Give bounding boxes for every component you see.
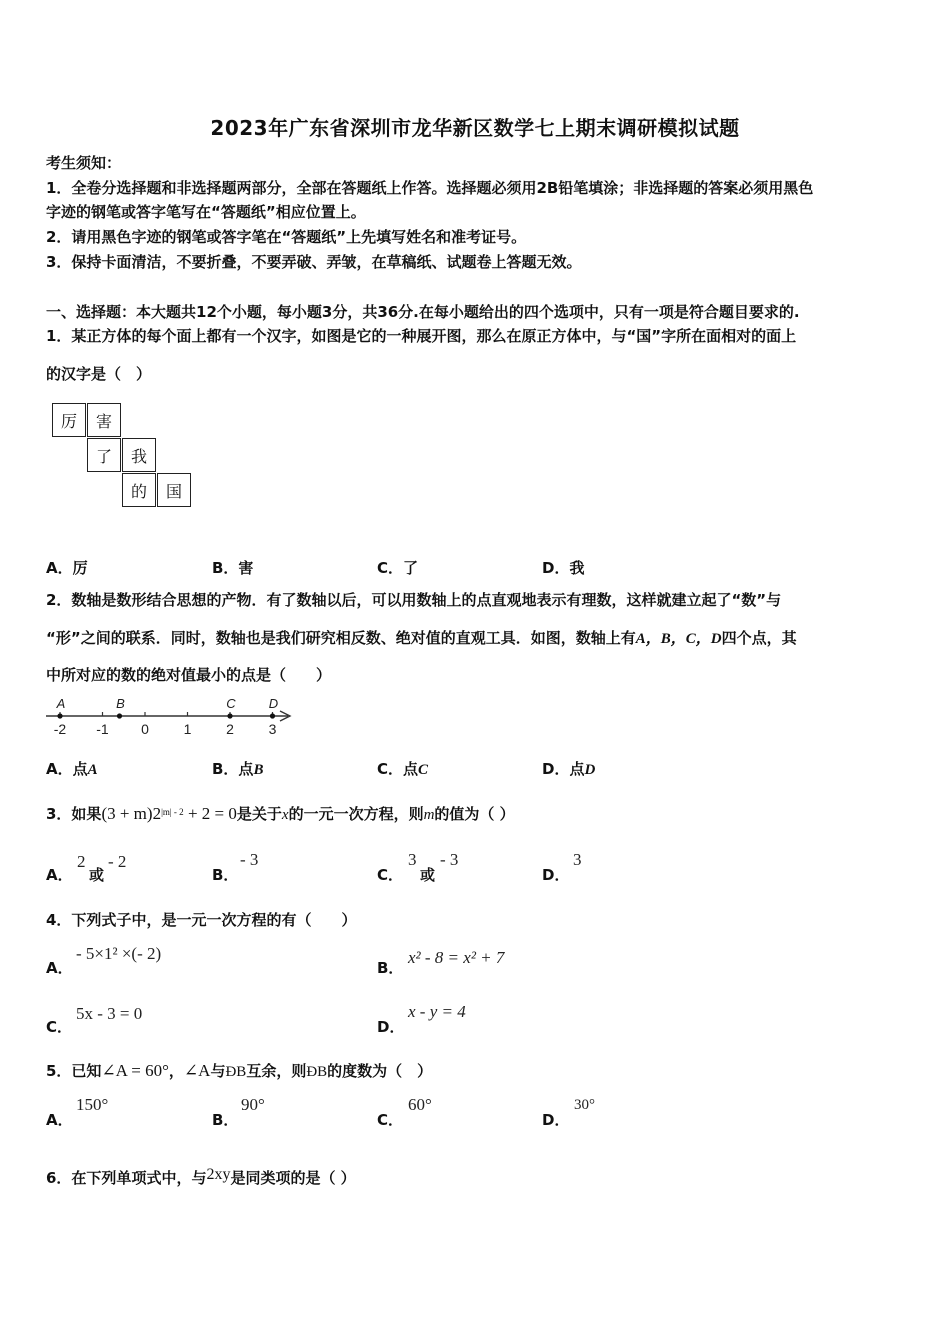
q3-mid2: 的一元一次方程，则 (288, 805, 424, 823)
q2-line2-points: A，B，C，D (635, 631, 722, 647)
net-cell-6: 国 (157, 473, 191, 507)
q2-line2-text: “形”之间的联系．同时，数轴也是我们研究相反数、绝对值的直观工具．如图，数轴上有 (46, 629, 636, 647)
q2-option-d-prefix: D．点 (542, 760, 585, 778)
net-cell-2: 害 (87, 403, 121, 437)
q2-option-b-prefix: B．点 (212, 760, 254, 778)
q4-option-c-label: C． (46, 1018, 73, 1036)
net-cell-1: 厉 (52, 403, 86, 437)
q5-angle-a: ∠A (183, 1061, 211, 1080)
q3-option-a-v1: 2 (77, 852, 86, 871)
q4-option-a-label: A． (46, 959, 73, 977)
notice-item-3: 3．保持卡面清洁，不要折叠，不要弄破、弄皱，在草稿纸、试题卷上答题无效。 (46, 253, 582, 271)
q2-option-b-var: B (253, 762, 264, 778)
q5-option-a-value: 150° (76, 1095, 109, 1114)
number-line-point (270, 713, 275, 718)
q4-stem: 4．下列式子中，是一元一次方程的有（ ） (46, 911, 357, 929)
net-cell-5: 的 (122, 473, 156, 507)
q1-stem-line2: 的汉字是（ ） (46, 365, 152, 383)
q5-prefix: 5．已知 (46, 1062, 102, 1080)
q6-term: 2xy (206, 1166, 231, 1183)
q3-option-d-value: 3 (573, 850, 582, 869)
q2-line2-end: 四个点，其 (721, 629, 797, 647)
q5-option-b-value: 90° (241, 1095, 265, 1114)
q4-option-c-expr: 5x - 3 = 0 (76, 1004, 143, 1023)
number-line-figure (40, 692, 300, 742)
q2-option-c-prefix: C．点 (377, 760, 419, 778)
q5-option-d-label: D． (542, 1111, 570, 1129)
q1-option-a: A．厉 (46, 559, 88, 577)
q1-option-b: B．害 (212, 559, 254, 577)
q6-prefix: 6．在下列单项式中，与 (46, 1169, 207, 1187)
q3-stem (46, 804, 515, 825)
net-cell-3: 了 (87, 438, 121, 472)
q2-stem-line2 (46, 628, 797, 649)
q2-stem-line1: 2．数轴是数形结合思想的产物．有了数轴以后，可以用数轴上的点直观地表示有理数，这样就建立起了“数”与 (46, 591, 782, 609)
section-heading: 一、选择题：本大题共12个小题，每小题3分，共36分.在每小题给出的四个选项中，只有一项是符合题目要求的. (46, 303, 800, 321)
q2-option-d (542, 758, 595, 779)
notice-item-2: 2．请用黑色字迹的钢笔或答字笔在“答题纸”上先填写姓名和准考证号。 (46, 228, 527, 246)
q2-option-d-var: D (584, 762, 596, 778)
q4-option-b-expr: x² - 8 = x² + 7 (408, 948, 505, 967)
q5-angle-b: ÐB (225, 1064, 247, 1080)
number-line-point-label: C (226, 696, 236, 711)
notice-item-1a: 1．全卷分选择题和非选择题两部分，全部在答题纸上作答。选择题必须用2B铅笔填涂；非选择题的答案必须用黑色 (46, 179, 814, 197)
page-title: 2023年广东省深圳市龙华新区数学七上期末调研模拟试题 (210, 116, 740, 140)
q5-separator: ， (168, 1062, 184, 1080)
q2-option-a-var: A (87, 762, 98, 778)
q3-option-d-label: D． (542, 866, 570, 884)
q3-equation-exponent: |m| - 2 (161, 807, 184, 817)
q4-option-b-label: B． (377, 959, 404, 977)
q5-option-c-label: C． (377, 1111, 404, 1129)
q3-equation-main: (3 + m)2 (101, 804, 162, 823)
number-line-tick-label: 0 (141, 721, 149, 737)
notice-heading: 考生须知： (46, 154, 122, 172)
q1-stem-line1: 1．某正方体的每个面上都有一个汉字，如图是它的一种展开图，那么在原正方体中，与“国”字所在面相对的面上 (46, 327, 797, 345)
q5-angle-b-2: ÐB (306, 1064, 328, 1080)
number-line-tick-label: 3 (268, 721, 277, 737)
q4-option-a-expr: - 5×1² ×(- 2) (76, 944, 162, 963)
number-line-tick-label: 1 (183, 721, 192, 737)
q2-option-a-prefix: A．点 (46, 760, 88, 778)
q5-stem (46, 1061, 432, 1082)
q3-option-b-label: B． (212, 866, 239, 884)
q3-option-a-label: A． (46, 866, 73, 884)
q3-option-c-label: C． (377, 866, 404, 884)
q2-option-c (377, 758, 428, 779)
q3-prefix: 3．如果 (46, 805, 102, 823)
number-line-point-label: B (116, 696, 125, 711)
q1-option-d: D．我 (542, 559, 585, 577)
number-line-point (57, 713, 62, 718)
q5-option-a-label: A． (46, 1111, 73, 1129)
q3-mid: 是关于 (236, 805, 282, 823)
number-line-tick-label: -2 (53, 721, 67, 737)
q4-option-d-label: D． (377, 1018, 405, 1036)
q3-end: 的值为（ ） (434, 805, 515, 823)
net-cell-4: 我 (122, 438, 156, 472)
q3-equation-tail: + 2 = 0 (187, 804, 237, 823)
q3-option-a-v2: - 2 (108, 852, 127, 871)
q6-stem (46, 1168, 356, 1189)
q3-option-c-v1: 3 (408, 850, 417, 869)
q3-var-x: x (281, 807, 289, 823)
q5-option-c-value: 60° (408, 1095, 432, 1114)
number-line-point (227, 713, 232, 718)
q2-option-a (46, 758, 98, 779)
q5-mid: 与 (210, 1062, 226, 1080)
number-line-tick-label: 2 (226, 721, 234, 737)
number-line-point-label: A (56, 696, 66, 711)
q3-var-m: m (423, 807, 435, 823)
q5-mid2: 互余，则 (246, 1062, 307, 1080)
notice-item-1b: 字迹的钢笔或答字笔写在“答题纸”相应位置上。 (46, 203, 366, 221)
q3-option-a-or: 或 (89, 866, 105, 884)
q3-option-c-or: 或 (420, 866, 436, 884)
q4-option-d-expr: x - y = 4 (408, 1002, 466, 1021)
q6-end: 是同类项的是（ ） (230, 1169, 356, 1187)
q2-option-b (212, 758, 263, 779)
number-line-point (117, 713, 122, 718)
q5-option-b-label: B． (212, 1111, 239, 1129)
q3-option-b-value: - 3 (240, 850, 259, 869)
q2-option-c-var: C (418, 762, 429, 778)
q2-stem-line3: 中所对应的数的绝对值最小的点是（ ） (46, 666, 332, 684)
q3-option-c-v2: - 3 (440, 850, 459, 869)
q1-option-c: C．了 (377, 559, 419, 577)
q5-end: 的度数为（ ） (327, 1062, 433, 1080)
number-line-tick-label: -1 (96, 721, 109, 737)
number-line-point-label: D (268, 696, 279, 711)
q5-angle-a-value: ∠A = 60° (101, 1061, 169, 1080)
q5-option-d-value: 30° (574, 1097, 595, 1113)
